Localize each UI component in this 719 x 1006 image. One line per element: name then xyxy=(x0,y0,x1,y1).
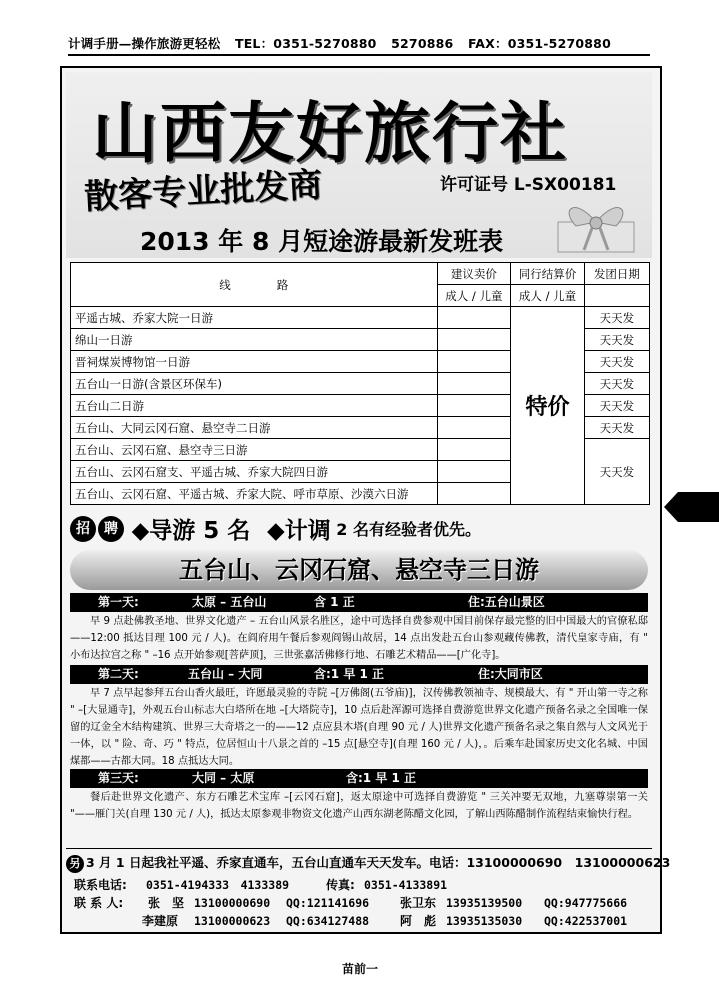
contact-mobile: 13935139500 xyxy=(446,896,523,910)
contact-qq: QQ:947775666 xyxy=(544,896,628,910)
suggested-price-cell xyxy=(437,329,511,351)
contact-qq: QQ:634127488 xyxy=(286,914,370,928)
day-meals: 含:1 早 1 正 xyxy=(346,771,417,785)
departure-cell: 天天发 xyxy=(584,373,649,395)
departure-cell: 天天发 xyxy=(584,351,649,373)
suggested-price-cell xyxy=(437,395,511,417)
recruit-guide: ◆导游 5 名 xyxy=(131,518,251,544)
departure-cell: 天天发 xyxy=(584,329,649,351)
recruit-badge-1: 招 xyxy=(70,516,96,542)
day-header xyxy=(70,769,648,788)
slogan-text: 计调手册—操作旅游更轻松 xyxy=(68,36,221,51)
suggested-price-cell xyxy=(437,417,511,439)
company-title: 山西友好旅行社 xyxy=(92,94,568,172)
recruit-badge-2: 聘 xyxy=(98,516,124,542)
contact-qq: QQ:422537001 xyxy=(544,914,628,928)
route-cell: 五台山、云冈石窟支、平遥古城、乔家大院四日游 xyxy=(71,461,438,483)
suggested-price-cell xyxy=(437,439,511,461)
contact-phone: 0351-4194333 4133389 xyxy=(146,878,290,892)
contact-mobile: 13935135030 xyxy=(446,914,523,928)
top-contact-bar xyxy=(68,34,650,56)
page-footer: 苗前一 xyxy=(341,962,378,976)
day-meals: 含:1 早 1 正 xyxy=(314,667,385,681)
contact-name: 李建原 xyxy=(142,914,179,928)
route-cell: 五台山、云冈石窟、悬空寺三日游 xyxy=(71,439,438,461)
route-cell: 五台山一日游(含景区环保车) xyxy=(71,373,438,395)
route-cell: 五台山、大同云冈石窟、悬空寺二日游 xyxy=(71,417,438,439)
notice-text: 3 月 1 日起我社平遥、乔家直通车，五台山直通车天天发车。电话：13100000690 13100000623 xyxy=(86,855,671,870)
subheader-empty xyxy=(584,285,649,307)
header-suggested-price: 建议卖价 xyxy=(437,263,511,285)
departure-cell: 天天发 xyxy=(584,307,649,329)
recruit-planner-note: 2 名有经验者优先。 xyxy=(336,520,482,539)
top-tel2: 5270886 xyxy=(391,36,454,51)
contact-mobile: 13100000690 xyxy=(194,896,271,910)
recruitment-banner xyxy=(70,512,650,544)
contact-fax-label: 传真: xyxy=(326,878,355,892)
contact-name: 阿 彪 xyxy=(400,914,437,928)
day-route: 大同 – 太原 xyxy=(192,771,255,785)
day-label: 第一天: xyxy=(98,595,139,609)
subheader-peer: 成人 / 儿童 xyxy=(511,285,585,307)
tour-title: 五台山、云冈石窟、悬空寺三日游 xyxy=(70,550,648,590)
route-cell: 五台山、云冈石窟、平遥古城、乔家大院、呼市草原、沙漠六日游 xyxy=(71,483,438,505)
day-description: 早 9 点赴佛教圣地、世界文化遗产 – 五台山风景名胜区，途中可选择自费参观中国目前保存最完整的旧中国最大的官僚私邸——12:00 抵达目理 100 元 / 人)。在阎府用午餐后参观阎锡山故居，14 点出发赴五台山参观藏传佛教，清代皇家寺庙，有 " 小布达拉宫之称 " –16 点开始参观[菩萨顶]，三世张嘉活佛修行地、石雕艺术精品——[广化寺]。 xyxy=(70,616,648,661)
suggested-price-cell xyxy=(437,351,511,373)
day-header xyxy=(70,593,648,612)
suggested-price-cell xyxy=(437,307,511,329)
day-label: 第三天: xyxy=(98,771,139,785)
day-route: 太原 – 五台山 xyxy=(192,595,267,609)
day-stay: 住:大同市区 xyxy=(478,667,543,681)
subheader-suggested: 成人 / 儿童 xyxy=(437,285,511,307)
route-cell: 五台山二日游 xyxy=(71,395,438,417)
special-price-cell: 特价 xyxy=(511,307,585,505)
license-number: 许可证号 L-SX00181 xyxy=(440,175,617,195)
notice-ring: 另 xyxy=(66,855,84,873)
suggested-price-cell xyxy=(437,483,511,505)
day-stay: 住:五台山景区 xyxy=(468,595,545,609)
day-description: 餐后赴世界文化遗产、东方石雕艺术宝库 –[云冈石窟]，返太原途中可选择自费游览 " 三关冲要无双地，九塞尊崇第一关 "——雁门关(自理 130 元 / 人)，抵达太原参观非物资文化遗产山西东湖老陈醋文化园，了解山西陈醋制作流程结束愉快行程。 xyxy=(70,792,648,820)
contact-name: 张 坚 xyxy=(148,896,185,910)
contact-phone-label: 联系电话: xyxy=(74,878,127,892)
contact-mobile: 13100000623 xyxy=(194,914,271,928)
top-tel: TEL：0351-5270880 xyxy=(234,36,377,51)
day-header xyxy=(70,665,648,684)
departure-cell: 天天发 xyxy=(584,417,649,439)
top-fax: FAX：0351-5270880 xyxy=(467,36,611,51)
contact-fax: 0351-4133891 xyxy=(364,878,448,892)
header-departure: 发团日期 xyxy=(584,263,649,285)
table-row xyxy=(71,307,650,329)
schedule-title: 2013 年 8 月短途游最新发班表 xyxy=(140,227,504,256)
day-meals: 含 1 正 xyxy=(314,595,355,609)
route-cell: 晋祠煤炭博物馆一日游 xyxy=(71,351,438,373)
recruit-planner: ◆计调 xyxy=(267,518,331,544)
route-cell: 平遥古城、乔家大院一日游 xyxy=(71,307,438,329)
suggested-price-cell xyxy=(437,461,511,483)
contact-block xyxy=(74,876,650,930)
departure-cell: 天天发 xyxy=(584,395,649,417)
day-route: 五台山 – 大同 xyxy=(188,667,263,681)
contact-qq: QQ:121141696 xyxy=(286,896,370,910)
company-subtitle: 散客专业批发商 xyxy=(83,165,324,218)
route-table xyxy=(70,262,650,505)
header-route: 线 路 xyxy=(71,263,438,307)
day-label: 第二天: xyxy=(98,667,139,681)
side-arrow-tab-icon xyxy=(664,492,719,522)
day-description: 早 7 点早起参拜五台山香火最旺，许愿最灵验的寺院 –[万佛阁(五爷庙)]，汉传佛教领袖寺、规模最大、有 " 开山第一寺之称 " –[大显通寺]，外观五台山标志大白塔所在地 –[大塔院寺]，10 点后赴浑源可选择自费游览世界文化遗产预备名录之全国唯一保留的辽金全木结构建筑、世界三大奇塔之一的——12 点应县木塔(自理 90 元 / 人)世界文化遗产预备名录之集自然与人文风光于一体，以 " 险、奇、巧 " 特点，位居恒山十八景之首的 –15 点[悬空寺](自理 160 元 / 人)，。后乘车赴国家历史文化名城、中国煤都——古都大同。18 点抵达大同。 xyxy=(70,688,648,767)
departure-cell: 天天发 xyxy=(584,439,649,505)
header-peer-price: 同行结算价 xyxy=(511,263,585,285)
contact-person-label: 联 系 人: xyxy=(74,896,124,910)
contact-name: 张卫东 xyxy=(400,896,437,910)
notice-line xyxy=(66,848,671,875)
route-cell: 绵山一日游 xyxy=(71,329,438,351)
suggested-price-cell xyxy=(437,373,511,395)
